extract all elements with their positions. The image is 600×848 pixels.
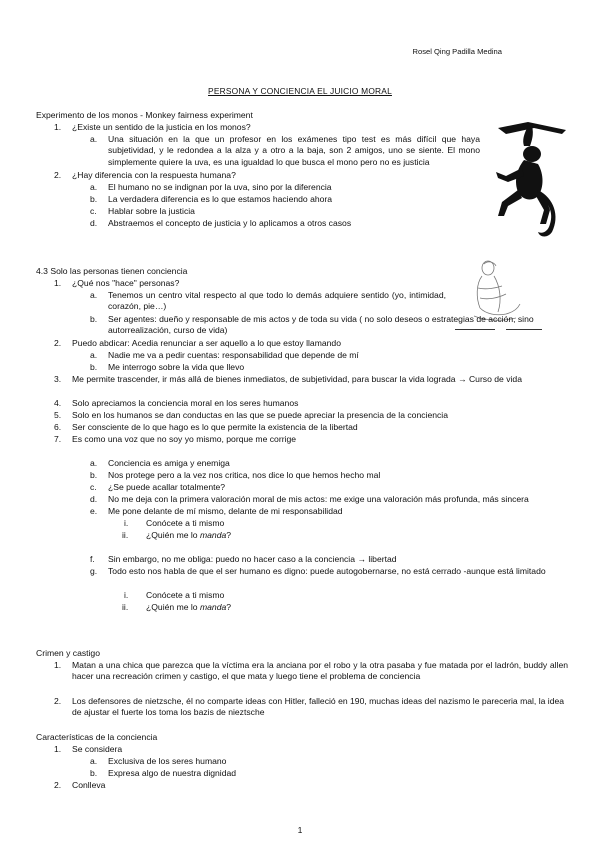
- list-item: Hablar sobre la justicia: [108, 206, 195, 216]
- text-run: ¿Quién me lo: [146, 602, 200, 612]
- author-name: Rosel Qing Padilla Medina: [412, 47, 502, 56]
- list-item: Conócete a ti mismo: [146, 518, 225, 528]
- list-letter: b.: [90, 470, 98, 480]
- list-letter: c.: [90, 206, 97, 216]
- list-letter: f.: [90, 554, 95, 564]
- list-item: [146, 530, 231, 541]
- list-number: 1.: [54, 660, 62, 670]
- list-item: Sin embargo, no me obliga: puedo no hacer caso a la conciencia → libertad: [108, 554, 397, 564]
- list-item: ¿Existe un sentido de la justicia en los monos?: [72, 122, 251, 132]
- list-letter: a.: [90, 458, 98, 468]
- list-item: Se considera: [72, 744, 123, 754]
- list-item: Una situación en la que un profesor en los exámenes tipo test es más difícil que haya subjetividad, y le redondea a la alza y a otro a la baja, son 2 amigos, uno se siente. El mono simplemente quiere la uva, es una igualdad lo que busca el mono pero no es justicia: [108, 134, 480, 167]
- list-letter: a.: [90, 182, 98, 192]
- list-letter: a.: [90, 350, 98, 360]
- list-letter: d.: [90, 494, 98, 504]
- list-item: Abstraemos el concepto de justicia y lo aplicamos a otros casos: [108, 218, 352, 228]
- list-number: 3.: [54, 374, 62, 384]
- section-heading-monos: Experimento de los monos - Monkey fairness experiment: [36, 110, 253, 120]
- list-letter: b.: [90, 194, 98, 204]
- list-item: Puedo abdicar: Acedia renunciar a ser aquello a lo que estoy llamando: [72, 338, 341, 348]
- list-item: Todo esto nos habla de que el ser humano es digno: puede autogobernarse, no está cerrado -aunque está limitado: [108, 566, 546, 576]
- list-item: ¿Hay diferencia con la respuesta humana?: [72, 170, 236, 180]
- section-heading-crimen: Crimen y castigo: [36, 648, 100, 658]
- text-run: ?: [226, 602, 232, 612]
- list-item: El humano no se indignan por la uva, sino por la diferencia: [108, 182, 332, 192]
- list-roman: i.: [124, 518, 129, 528]
- list-item: Conócete a ti mismo: [146, 590, 225, 600]
- list-item: [146, 602, 231, 613]
- list-item: No me deja con la primera valoración moral de mis actos: me exige una valoración más profunda, más sincera: [108, 494, 529, 504]
- list-item: Tenemos un centro vital respecto al que todo lo demás adquiere sentido (yo, intimidad, corazón, pie…): [108, 290, 446, 312]
- list-letter: b.: [90, 314, 98, 324]
- list-roman: i.: [124, 590, 129, 600]
- list-item: Es como una voz que no soy yo mismo, porque me corrige: [72, 434, 297, 444]
- list-item: Me permite trascender, ir más allá de bienes inmediatos, de subjetividad, para buscar la vida lograda → Curso de vida: [72, 374, 522, 384]
- list-item: Expresa algo de nuestra dignidad: [108, 768, 237, 778]
- list-letter: b.: [90, 768, 98, 778]
- list-item: Ser agentes: dueño y responsable de mis actos y de toda su vida ( no solo deseos o estrategias de acción, sino autorrealización, curso de vida): [108, 314, 534, 336]
- section-heading-personas: 4.3 Solo las personas tienen conciencia: [36, 266, 188, 276]
- list-roman: ii.: [122, 530, 129, 540]
- list-item: Solo apreciamos la conciencia moral en los seres humanos: [72, 398, 299, 408]
- list-number: 1.: [54, 744, 62, 754]
- list-letter: e.: [90, 506, 98, 516]
- list-letter: g.: [90, 566, 98, 576]
- list-item: Me interrogo sobre la vida que llevo: [108, 362, 245, 372]
- page-number: 1: [297, 825, 303, 835]
- list-item: ¿Se puede acallar totalmente?: [108, 482, 226, 492]
- list-item: Conlleva: [72, 780, 106, 790]
- list-letter: c.: [90, 482, 97, 492]
- list-item: Los defensores de nietzsche, él no comparte ideas con Hitler, falleció en 190, muchas ideas del nazismo le pareceria mal, la idea de ajustar el fuerte los toma los bazis de nieztsche: [72, 696, 565, 718]
- list-number: 7.: [54, 434, 62, 444]
- list-number: 4.: [54, 398, 62, 408]
- list-letter: a.: [90, 756, 98, 766]
- emphasis-text: manda: [199, 602, 227, 612]
- list-item: Matan a una chica que parezca que la víctima era la anciana por el robo y la otra pasaba y fue matada por el ladrón, buddy allen hacer una recreación crimen y castigo, el que mata y luego tiene el problema de conciencia: [72, 660, 568, 682]
- list-letter: d.: [90, 218, 98, 228]
- emphasis-text: manda: [199, 530, 227, 540]
- list-letter: a.: [90, 290, 98, 300]
- list-item: Nos protege pero a la vez nos critica, nos dice lo que hemos hecho mal: [108, 470, 381, 480]
- list-item: Ser consciente de lo que hago es lo que permite la existencia de la libertad: [72, 422, 358, 432]
- list-letter: b.: [90, 362, 98, 372]
- list-number: 2.: [54, 170, 62, 180]
- text-run: ?: [226, 530, 232, 540]
- list-number: 6.: [54, 422, 62, 432]
- list-number: 5.: [54, 410, 62, 420]
- section-heading-caracteristicas: Características de la conciencia: [36, 732, 158, 742]
- list-item: Exclusiva de los seres humano: [108, 756, 227, 766]
- monkey-illustration: [488, 120, 568, 240]
- list-number: 1.: [54, 278, 62, 288]
- list-item: Solo en los humanos se dan conductas en las que se puede apreciar la presencia de la conciencia: [72, 410, 448, 420]
- list-item: Nadie me va a pedir cuentas: responsabilidad que depende de mí: [108, 350, 359, 360]
- list-number: 2.: [54, 696, 62, 706]
- document-title: PERSONA Y CONCIENCIA EL JUICIO MORAL: [208, 86, 392, 96]
- list-roman: ii.: [122, 602, 129, 612]
- list-number: 2.: [54, 338, 62, 348]
- list-letter: a.: [90, 134, 98, 144]
- list-number: 2.: [54, 780, 62, 790]
- list-item: La verdadera diferencia es lo que estamos haciendo ahora: [108, 194, 333, 204]
- list-item: Me pone delante de mí mismo, delante de mi responsabilidad: [108, 506, 343, 516]
- list-number: 1.: [54, 122, 62, 132]
- list-item: Conciencia es amiga y enemiga: [108, 458, 230, 468]
- list-item: ¿Qué nos "hace" personas?: [72, 278, 180, 288]
- text-run: ¿Quién me lo: [146, 530, 200, 540]
